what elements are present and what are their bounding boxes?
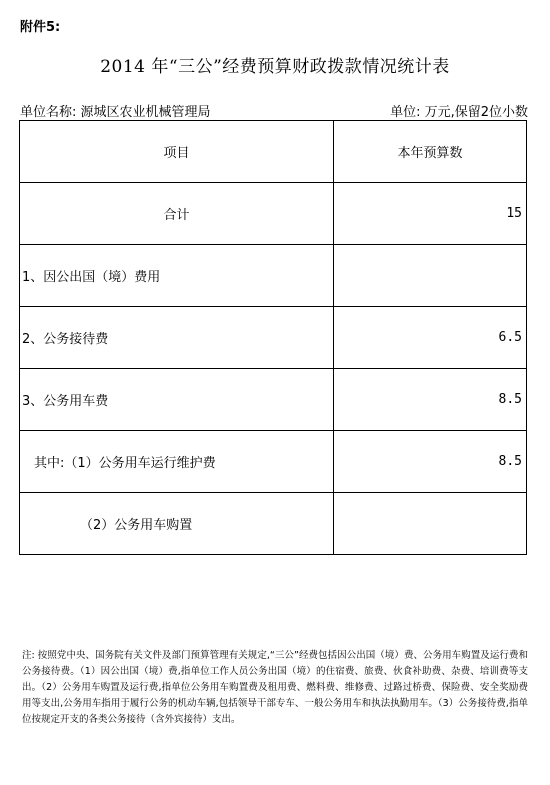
row-label-vehicle-purchase: （2）公务用车购置: [20, 493, 334, 555]
row-label-total: 合计: [20, 183, 334, 245]
row-label-vehicle-operation: 其中:（1）公务用车运行维护费: [20, 431, 334, 493]
table-row: [20, 369, 527, 431]
row-value-vehicle: 8.5: [334, 369, 527, 431]
attachment-label: 附件5:: [20, 20, 61, 35]
row-label-overseas: 1、因公出国（境）费用: [20, 245, 334, 307]
header-budget: 本年预算数: [334, 121, 527, 183]
row-value-total: 15: [334, 183, 527, 245]
row-label-reception: 2、公务接待费: [20, 307, 334, 369]
row-value-reception: 6.5: [334, 307, 527, 369]
table-header-row: [20, 121, 527, 183]
row-value-vehicle-operation: 8.5: [334, 431, 527, 493]
header-item: 项目: [20, 121, 334, 183]
table-row: [20, 307, 527, 369]
budget-table: [19, 120, 527, 555]
table-row: [20, 245, 527, 307]
unit-label: 单位: 万元,保留2位小数: [390, 105, 528, 120]
row-value-overseas: [334, 245, 527, 307]
table-row: [20, 183, 527, 245]
footnote: 注: 按照党中央、国务院有关文件及部门预算管理有关规定,“三公”经费包括因公出国（境）费、公务用车购置及运行费和公务接待费。（1）因公出国（境）费,指单位工作人员公务出国（境）的住宿费、旅费、伙食补助费、杂费、培训费等支出。（2）公务用车购置及运行费,指单位公务用车购置费及租用费、燃料费、维修费、过路过桥费、保险费、安全奖励费用等支出,公务用车指用于履行公务的机动车辆,包括领导干部专车、一般公务用车和执法执勤用车。（3）公务接待费,指单位按规定开支的各类公务接待（含外宾接待）支出。: [22, 650, 528, 725]
table-row: [20, 431, 527, 493]
table-row: [20, 493, 527, 555]
unit-name: 单位名称: 源城区农业机械管理局: [20, 105, 211, 120]
page-title: 2014 年“三公”经费预算财政拨款情况统计表: [100, 57, 450, 77]
row-value-vehicle-purchase: [334, 493, 527, 555]
row-label-vehicle: 3、公务用车费: [20, 369, 334, 431]
